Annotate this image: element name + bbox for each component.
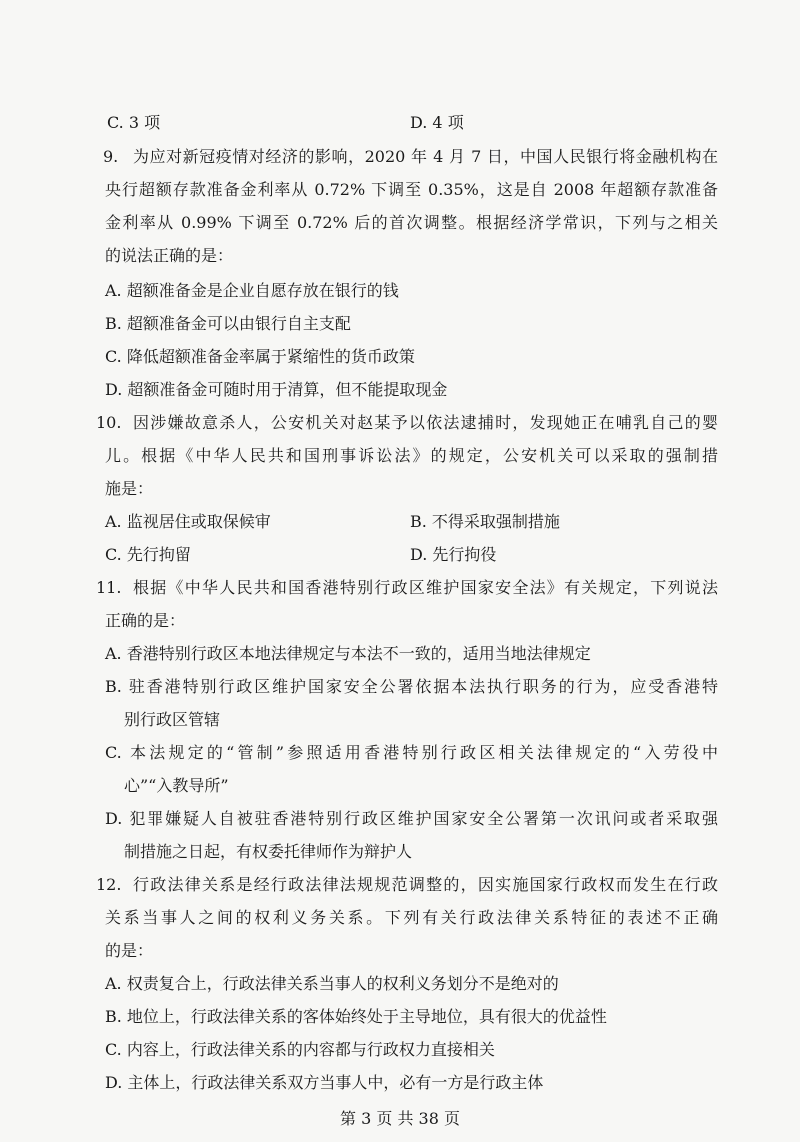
q11-line-2: 正确的是： [105,611,186,630]
q11-option-d-line-1: D. 犯罪嫌疑人自被驻香港特别行政区维护国家安全公署第一次讯问或者采取强 [105,809,718,828]
q10-line-1: 因涉嫌故意杀人，公安机关对赵某予以依法逮捕时，发现她正在哺乳自己的婴 [133,413,718,432]
q11-option-a: A. 香港特别行政区本地法律规定与本法不一致的，适用当地法律规定 [105,644,591,663]
q12-option-d: D. 主体上，行政法律关系双方当事人中，必有一方是行政主体 [105,1073,544,1092]
q9-line-4: 的说法正确的是： [105,246,234,265]
q12-line-3: 的是： [105,941,154,960]
page-footer: 第 3 页 共 38 页 [340,1109,460,1128]
q11-option-b-line-2: 别行政区管辖 [124,710,221,729]
q9-line-2: 央行超额存款准备金利率从 0.72% 下调至 0.35%，这是自 2008 年超额存款准备 [105,180,718,199]
q9-line-1: 为应对新冠疫情对经济的影响，2020 年 4 月 7 日，中国人民银行将金融机构在 [133,147,718,166]
q12-line-2: 关系当事人之间的权利义务关系。下列有关行政法律关系特征的表述不正确 [105,908,718,927]
q9-option-d: D. 超额准备金可随时用于清算，但不能提取现金 [105,380,448,399]
q11-number: 11. [96,578,122,597]
q9-option-c: C. 降低超额准备金率属于紧缩性的货币政策 [105,347,415,366]
q11-option-c-line-2: 心”“入教导所” [124,776,229,795]
q11-option-c-line-1: C. 本法规定的“管制”参照适用香港特别行政区相关法律规定的“入劳役中 [105,743,718,762]
q12-option-b: B. 地位上，行政法律关系的客体始终处于主导地位，具有很大的优益性 [105,1007,607,1026]
q10-option-b: B. 不得采取强制措施 [410,512,560,531]
q10-line-2: 儿。根据《中华人民共和国刑事诉讼法》的规定，公安机关可以采取的强制措 [105,446,718,465]
q11-option-d-line-2: 制措施之日起，有权委托律师作为辩护人 [124,842,413,861]
q9-option-b: B. 超额准备金可以由银行自主支配 [105,314,351,333]
q9-option-a: A. 超额准备金是企业自愿存放在银行的钱 [105,281,399,300]
q12-number: 12. [96,875,122,894]
q10-number: 10. [96,413,122,432]
q9-line-3: 金利率从 0.99% 下调至 0.72% 后的首次调整。根据经济学常识，下列与之相关 [105,213,718,232]
q11-line-1: 根据《中华人民共和国香港特别行政区维护国家安全法》有关规定，下列说法 [133,578,718,597]
q11-option-b-line-1: B. 驻香港特别行政区维护国家安全公署依据本法执行职务的行为，应受香港特 [105,677,718,696]
q12-option-c: C. 内容上，行政法律关系的内容都与行政权力直接相关 [105,1040,495,1059]
q9-number: 9. [103,147,119,166]
q10-line-3: 施是： [105,479,154,498]
option-c-prev: C. 3 项 [107,113,161,132]
q10-option-c: C. 先行拘留 [105,545,191,564]
q12-option-a: A. 权责复合上，行政法律关系当事人的权利义务划分不是绝对的 [105,974,559,993]
option-d-prev: D. 4 项 [410,113,464,132]
q10-option-d: D. 先行拘役 [410,545,497,564]
q10-option-a: A. 监视居住或取保候审 [105,512,271,531]
q12-line-1: 行政法律关系是经行政法律法规规范调整的，因实施国家行政权而发生在行政 [133,875,718,894]
